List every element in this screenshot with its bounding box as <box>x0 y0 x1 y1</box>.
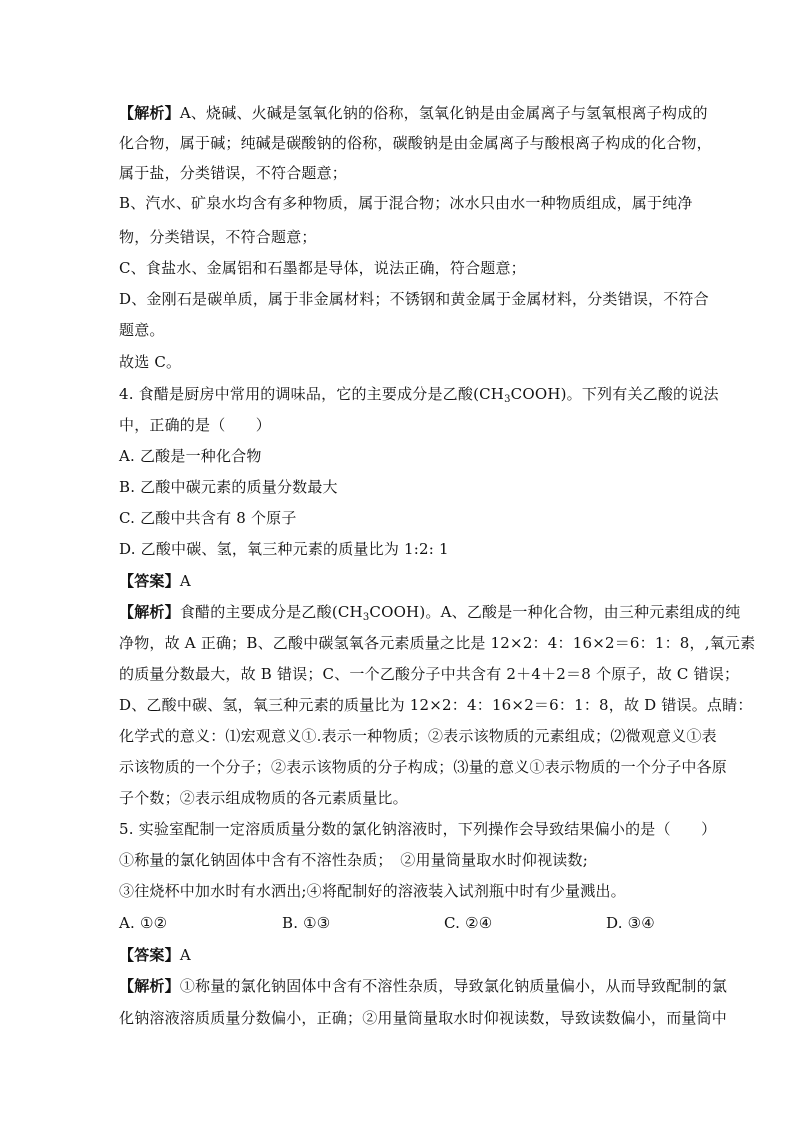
subscript: 3 <box>504 394 511 405</box>
text-line: ③往烧杯中加水时有水洒出;④将配制好的溶液装入试剂瓶中时有少量溅出。 <box>119 882 626 900</box>
question-5-stem: 5. 实验室配制一定溶质质量分数的氯化钠溶液时，下列操作会导致结果偏小的是（ ） <box>119 820 717 838</box>
option-a: A. 乙酸是一种化合物 <box>119 447 262 465</box>
answer-tag: 【答案】 <box>119 572 180 590</box>
analysis-tag: 【解析】 <box>119 603 180 621</box>
option-d: D. ③④ <box>606 914 655 932</box>
text: A、烧碱、火碱是氢氧化钠的俗称，氢氧化钠是由金属离子与氢氧根离子构成的 <box>179 104 708 122</box>
text-line: 物，分类错误，不符合题意； <box>119 228 317 246</box>
text-line: 化合物，属于碱；纯碱是碳酸钠的俗称，碳酸钠是由金属离子与酸根离子构成的化合物， <box>119 134 712 152</box>
analysis-line-3 <box>119 976 727 996</box>
text: 食醋的主要成分是乙酸(CH <box>179 603 363 621</box>
option-c: C. 乙酸中共含有 8 个原子 <box>119 509 297 527</box>
answer-line <box>119 945 191 965</box>
question-4-stem <box>119 384 719 404</box>
text-line: 化钠溶液溶质质量分数偏小，正确；②用量筒量取水时仰视读数，导致读数偏小，而量筒中 <box>119 1009 728 1027</box>
analysis-tag: 【解析】 <box>119 104 180 122</box>
text: COOH)。A、乙酸是一种化合物，由三种元素组成的纯 <box>369 603 741 621</box>
text-line: B、汽水、矿泉水均含有多种物质，属于混合物；冰水只由水一种物质组成，属于纯净 <box>119 194 693 212</box>
text: A <box>179 946 191 964</box>
option-b: B. 乙酸中碳元素的质量分数最大 <box>119 478 338 496</box>
text-line: 净物，故 A 正确；B、乙酸中碳氢氧各元素质量之比是 12×2：4：16×2＝6：1：8，,氧元素 <box>119 634 756 652</box>
analysis-line-1 <box>119 103 708 123</box>
text-line: 示该物质的一个分子；②表示该物质的分子构成；⑶量的意义①表示物质的一个分子中各原 <box>119 758 728 776</box>
text: ①称量的氯化钠固体中含有不溶性杂质，导致氯化钠质量偏小，从而导致配制的氯 <box>179 977 728 995</box>
text-line: 化学式的意义：⑴宏观意义①.表示一种物质；②表示该物质的元素组成；⑵微观意义①表 <box>119 727 717 745</box>
option-b: B. ①③ <box>282 914 331 932</box>
text: A <box>179 572 191 590</box>
text-line: 的质量分数最大，故 B 错误；C、一个乙酸分子中共含有 2＋4＋2＝8 个原子，故 C 错误； <box>119 665 740 683</box>
text-line: ①称量的氯化钠固体中含有不溶性杂质； ②用量筒量取水时仰视读数; <box>119 851 588 869</box>
text: 4. 食醋是厨房中常用的调味品，它的主要成分是乙酸(CH <box>119 385 505 403</box>
text-line: D、金刚石是碳单质，属于非金属材料；不锈钢和黄金属于金属材料，分类错误，不符合 <box>119 290 709 308</box>
subscript: 3 <box>362 612 370 623</box>
text-line: 属于盐，分类错误，不符合题意； <box>119 164 348 182</box>
options-row <box>119 913 679 933</box>
analysis-line-2 <box>119 602 740 622</box>
text: COOH)。下列有关乙酸的说法 <box>510 385 719 403</box>
text-line: 题意。 <box>119 321 165 339</box>
text-line: 子个数；②表示组成物质的各元素质量比。 <box>119 789 408 807</box>
option-d: D. 乙酸中碳、氢，氧三种元素的质量比为 1:2: 1 <box>119 540 449 558</box>
text-line: C、食盐水、金属铝和石墨都是导体，说法正确，符合题意； <box>119 259 526 277</box>
answer-line <box>119 571 191 591</box>
analysis-tag: 【解析】 <box>119 977 180 995</box>
text-line: D、乙酸中碳、氢，氧三种元素的质量比为 12×2：4：16×2＝6：1：8，故 D 错误。点睛： <box>119 696 753 714</box>
answer-tag: 【答案】 <box>119 946 180 964</box>
answer-choice-line: 故选 C。 <box>119 353 182 371</box>
option-a: A. ①② <box>119 914 168 932</box>
option-c: C. ②④ <box>444 914 493 932</box>
text-line: 中，正确的是（ ） <box>119 416 272 434</box>
